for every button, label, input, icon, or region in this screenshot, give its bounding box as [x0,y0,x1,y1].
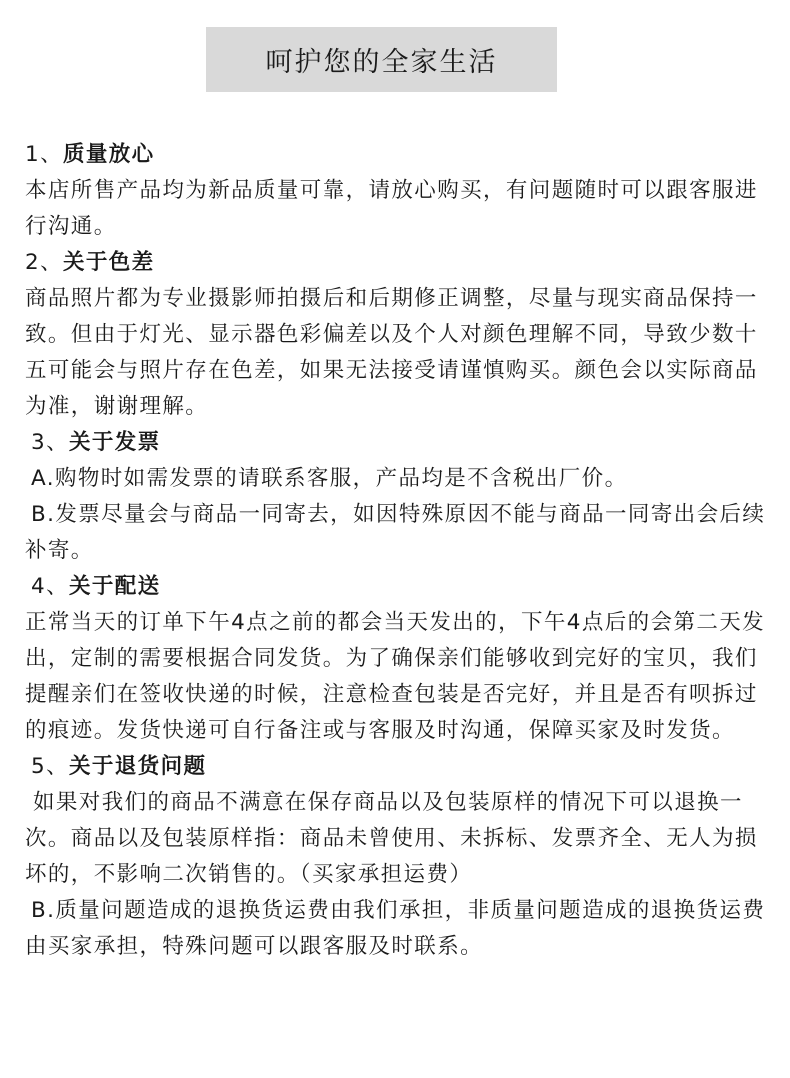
section-number: 5、 [31,754,69,779]
section-title: 质量放心 [62,142,155,167]
policy-content [25,137,770,965]
section-paragraph: 如果对我们的商品不满意在保存商品以及包装原样的情况下可以退换一次。商品以及包装原样指：商品未曾使用、未拆标、发票齐全、无人为损坏的，不影响二次销售的。（买家承担运费） [25,790,758,887]
section-paragraph: 正常当天的订单下午4点之前的都会当天发出的，下午4点后的会第二天发出，定制的需要根据合同发货。为了确保亲们能够收到完好的宝贝，我们提醒亲们在签收快递的时候，注意检查包装是否完好，并且是否有呗拆过的痕迹。发货快递可自行备注或与客服及时沟通，保障买家及时发货。 [25,610,766,743]
section-heading-quality [25,137,770,173]
section-number: 4、 [31,574,69,599]
section-number: 2、 [25,250,63,275]
section-title: 关于发票 [68,430,161,455]
section-heading-color-difference [25,245,770,281]
section-number: 3、 [31,430,69,455]
section-heading-returns [25,749,770,785]
section-title: 关于色差 [62,250,155,275]
section-number: 1、 [25,142,63,167]
section-paragraph: B.质量问题造成的退换货运费由我们承担，非质量问题造成的退换货运费由买家承担，特殊问题可以跟客服及时联系。 [25,898,766,959]
title-banner [206,27,557,92]
section-paragraph: B.发票尽量会与商品一同寄去，如因特殊原因不能与商品一同寄出会后续补寄。 [25,502,766,563]
section-title: 关于配送 [68,574,161,599]
section-title: 关于退货问题 [68,754,207,779]
section-heading-invoice [25,425,770,461]
section-paragraph: 商品照片都为专业摄影师拍摄后和后期修正调整，尽量与现实商品保持一致。但由于灯光、显示器色彩偏差以及个人对颜色理解不同，导致少数十五可能会与照片存在色差，如果无法接受请谨慎购买。颜色会以实际商品为准，谢谢理解。 [25,286,758,419]
page-title: 呵护您的全家生活 [265,47,498,78]
section-paragraph: 本店所售产品均为新品质量可靠，请放心购买，有问题随时可以跟客服进行沟通。 [25,178,758,239]
section-paragraph: A.购物时如需发票的请联系客服，产品均是不含税出厂价。 [31,466,628,491]
section-heading-delivery [25,569,770,605]
